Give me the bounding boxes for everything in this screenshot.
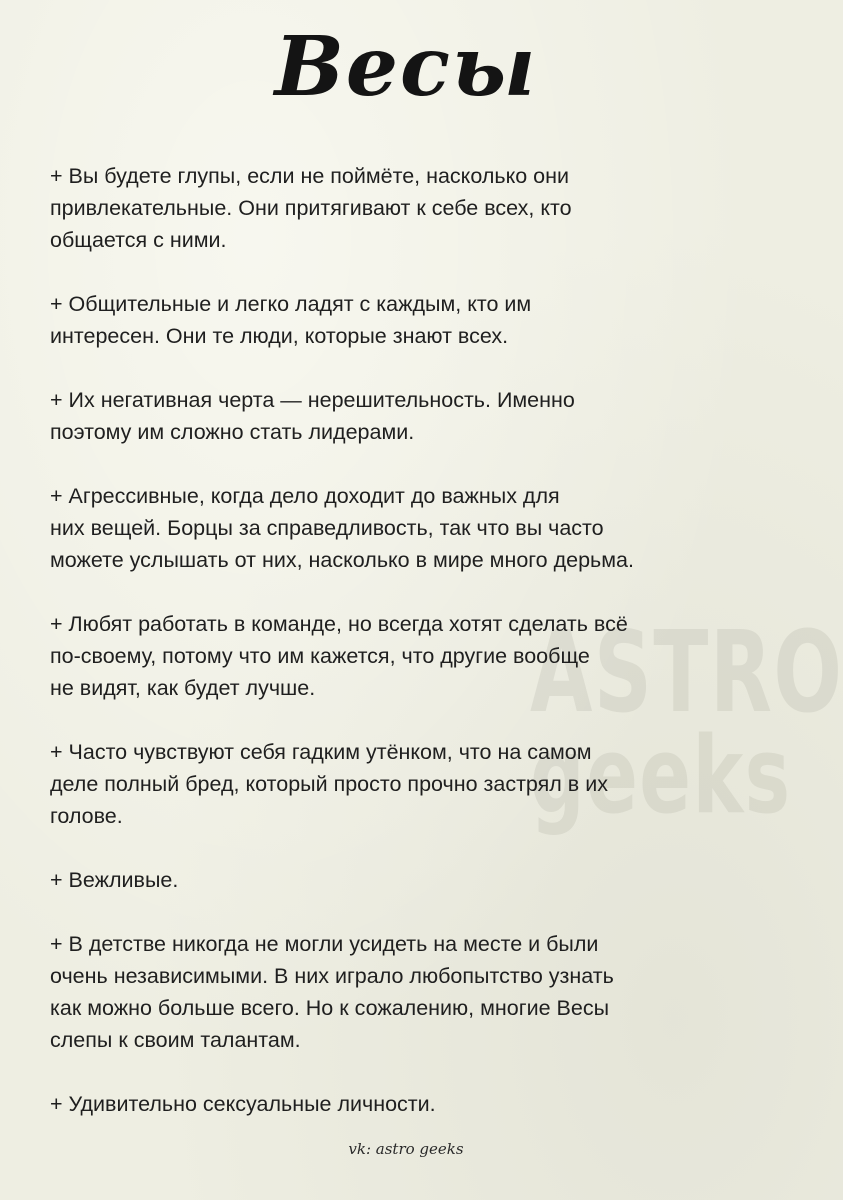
trait-line: + Удивительно сексуальные личности. [50, 1092, 436, 1116]
footer-credit: vk: astro geeks [348, 1140, 464, 1158]
trait-line: + Вежливые. [50, 868, 179, 892]
watermark-line-1: ASTRO [530, 608, 843, 738]
trait-line: интересен. Они те люди, которые знают всех. [50, 324, 509, 348]
trait-item [50, 384, 775, 448]
trait-line: деле полный бред, который просто прочно застрял в их [50, 772, 608, 796]
watermark-line-2: geeks [530, 714, 792, 838]
trait-line: слепы к своим талантам. [50, 1028, 301, 1052]
trait-line: + Любят работать в команде, но всегда хотят сделать всё [50, 612, 628, 636]
trait-line: общается с ними. [50, 228, 227, 252]
trait-line: не видят, как будет лучше. [50, 676, 316, 700]
page-title: Весы [274, 19, 538, 115]
trait-item [50, 928, 775, 1056]
trait-line: можете услышать от них, насколько в мире много дерьма. [50, 548, 634, 572]
trait-line: по-своему, потому что им кажется, что другие вообще [50, 644, 590, 668]
trait-line: + В детстве никогда не могли усидеть на месте и были [50, 932, 599, 956]
trait-item [50, 160, 775, 256]
trait-item [50, 288, 775, 352]
trait-line: + Общительные и легко ладят с каждым, кто им [50, 292, 532, 316]
trait-line: как можно больше всего. Но к сожалению, многие Весы [50, 996, 610, 1020]
trait-item [50, 480, 775, 576]
trait-line: + Часто чувствуют себя гадким утёнком, что на самом [50, 740, 592, 764]
trait-line: привлекательные. Они притягивают к себе всех, кто [50, 196, 572, 220]
trait-line: + Вы будете глупы, если не поймёте, насколько они [50, 164, 569, 188]
trait-list [50, 160, 843, 1152]
trait-item [50, 736, 775, 832]
trait-line: голове. [50, 804, 123, 828]
trait-line: поэтому им сложно стать лидерами. [50, 420, 415, 444]
trait-item [50, 1088, 775, 1120]
trait-line: + Их негативная черта — нерешительность. Именно [50, 388, 575, 412]
trait-item [50, 864, 775, 896]
trait-line: очень независимыми. В них играло любопытство узнать [50, 964, 614, 988]
trait-item [50, 608, 775, 704]
trait-line: них вещей. Борцы за справедливость, так что вы часто [50, 516, 604, 540]
trait-line: + Агрессивные, когда дело доходит до важных для [50, 484, 560, 508]
